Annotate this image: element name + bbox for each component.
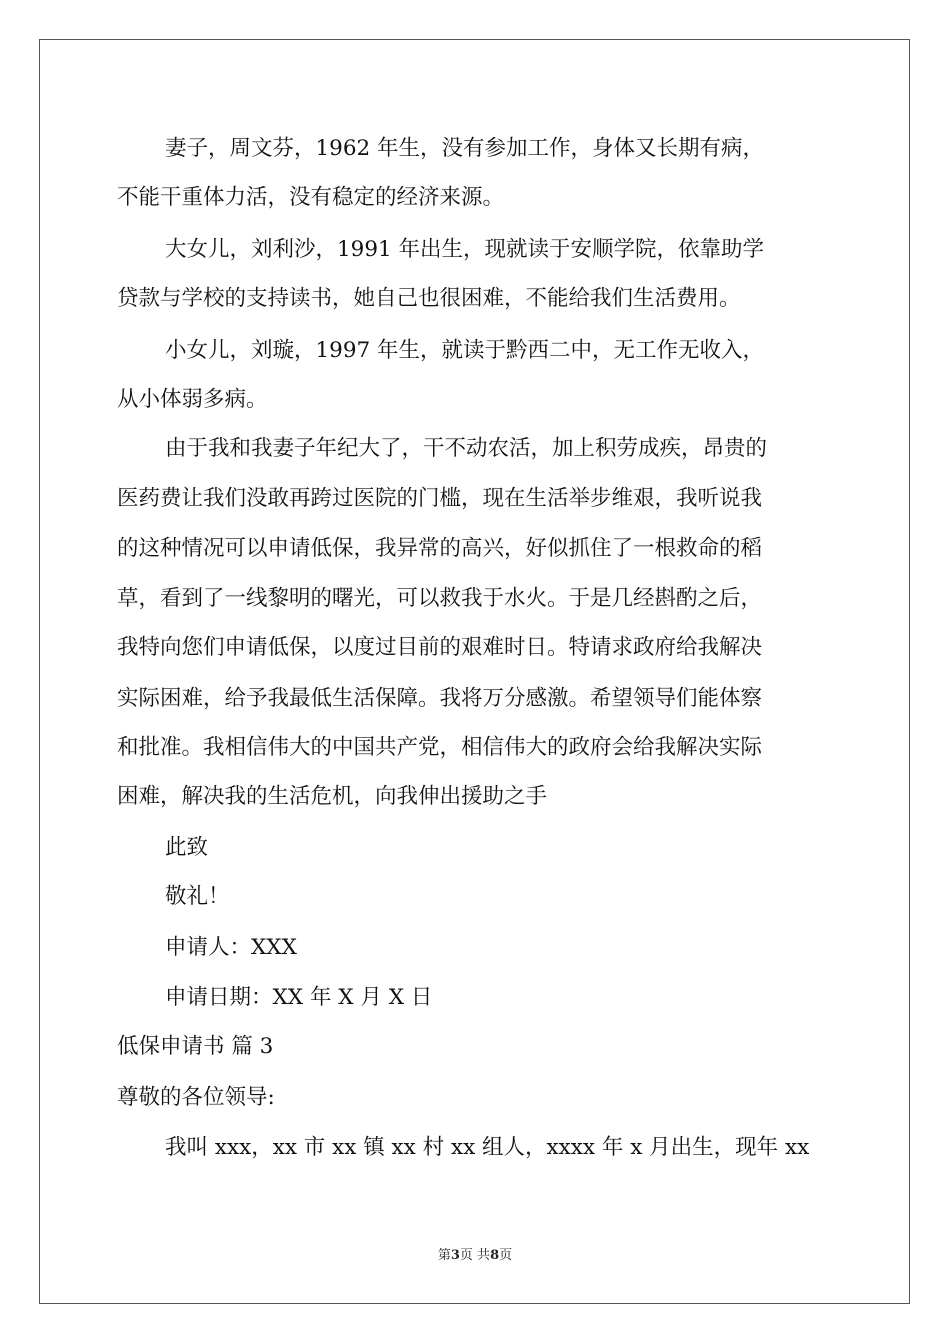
total-page-number: 8 [490, 1248, 500, 1263]
body-line: 和批准。我相信伟大的中国共产党，相信伟大的政府会给我解决实际 [117, 735, 763, 760]
section-heading: 低保申请书 篇 3 [117, 1034, 274, 1059]
body-line: 实际困难，给予我最低生活保障。我将万分感激。希望领导们能体察 [117, 686, 763, 711]
body-line: 医药费让我们没敢再跨过医院的门槛，现在生活举步维艰，我听说我 [117, 486, 763, 511]
body-line: 不能干重体力活，没有稳定的经济来源。 [117, 185, 505, 210]
closing-phrase: 此致 [165, 835, 209, 860]
body-line: 小女儿，刘璇，1997 年生，就读于黔西二中，无工作无收入， [165, 338, 765, 363]
page-footer [0, 1244, 950, 1263]
footer-prefix: 第 [437, 1248, 451, 1263]
body-line: 草，看到了一线黎明的曙光，可以救我于水火。于是几经斟酌之后， [117, 586, 763, 611]
body-line: 的这种情况可以申请低保，我异常的高兴，好似抓住了一根救命的稻 [117, 536, 763, 561]
greeting-line: 尊敬的各位领导: [117, 1085, 275, 1110]
page-frame [39, 39, 910, 1304]
body-line: 从小体弱多病。 [117, 387, 268, 412]
footer-mid: 页 共 [459, 1248, 491, 1263]
footer-suffix: 页 [499, 1248, 513, 1263]
body-line: 妻子，周文芬，1962 年生，没有参加工作，身体又长期有病， [165, 136, 765, 161]
applicant-line: 申请人：XXX [165, 935, 297, 960]
salutation: 敬礼！ [165, 884, 230, 909]
body-line: 由于我和我妻子年纪大了，干不动农活，加上积劳成疾，昂贵的 [165, 436, 768, 461]
body-line: 我特向您们申请低保，以度过目前的艰难时日。特请求政府给我解决 [117, 635, 763, 660]
application-date: 申请日期：XX 年 X 月 X 日 [165, 985, 433, 1010]
body-line: 我叫 xxx，xx 市 xx 镇 xx 村 xx 组人，xxxx 年 x 月出生，现年 xx [165, 1135, 810, 1160]
current-page-number: 3 [450, 1248, 460, 1263]
body-line: 大女儿，刘利沙，1991 年出生，现就读于安顺学院，依靠助学 [165, 237, 765, 262]
body-line: 困难，解决我的生活危机，向我伸出援助之手 [117, 784, 548, 809]
body-line: 贷款与学校的支持读书，她自己也很困难，不能给我们生活费用。 [117, 286, 741, 311]
